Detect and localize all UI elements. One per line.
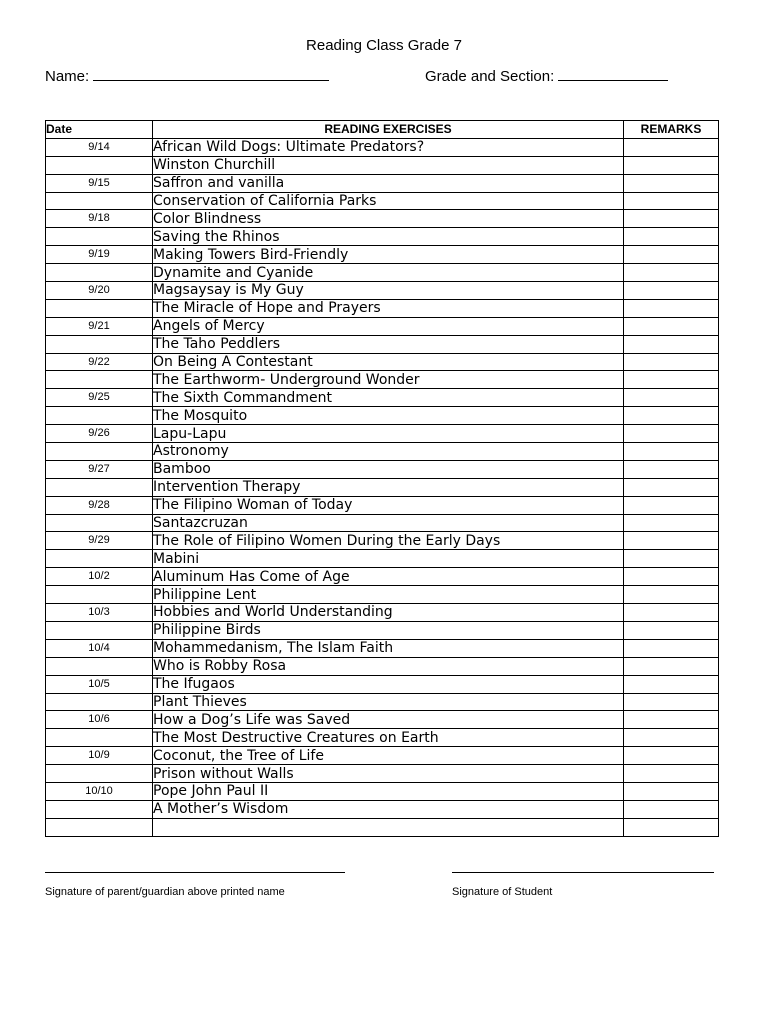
- exercise-cell: Conservation of California Parks: [153, 192, 624, 210]
- table-row: [46, 138, 719, 156]
- table-row: [46, 568, 719, 586]
- exercise-cell: Mabini: [153, 550, 624, 568]
- remarks-cell[interactable]: [624, 747, 719, 765]
- date-cell: 10/6: [46, 711, 153, 729]
- table-row: [46, 800, 719, 818]
- table-row: [46, 782, 719, 800]
- date-cell: 10/3: [46, 604, 153, 622]
- exercise-cell: A Mother’s Wisdom: [153, 800, 624, 818]
- exercise-cell: Pope John Paul II: [153, 782, 624, 800]
- remarks-cell[interactable]: [624, 765, 719, 783]
- date-cell: [46, 729, 153, 747]
- remarks-cell[interactable]: [624, 407, 719, 425]
- table-row: [46, 389, 719, 407]
- remarks-cell[interactable]: [624, 675, 719, 693]
- remarks-cell[interactable]: [624, 800, 719, 818]
- date-cell: 10/4: [46, 639, 153, 657]
- column-header-remarks: REMARKS: [624, 121, 719, 139]
- exercise-cell: Prison without Walls: [153, 765, 624, 783]
- exercise-cell: Coconut, the Tree of Life: [153, 747, 624, 765]
- date-cell: 9/15: [46, 174, 153, 192]
- remarks-cell[interactable]: [624, 425, 719, 443]
- table-row: [46, 818, 719, 836]
- exercise-cell: Winston Churchill: [153, 156, 624, 174]
- remarks-cell[interactable]: [624, 532, 719, 550]
- exercise-cell: Intervention Therapy: [153, 478, 624, 496]
- table-row: [46, 156, 719, 174]
- remarks-cell[interactable]: [624, 299, 719, 317]
- remarks-cell[interactable]: [624, 478, 719, 496]
- exercise-cell: The Filipino Woman of Today: [153, 496, 624, 514]
- date-cell: [46, 299, 153, 317]
- exercise-cell: Saffron and vanilla: [153, 174, 624, 192]
- table-row: [46, 228, 719, 246]
- grade-section-label: Grade and Section:: [425, 68, 555, 85]
- table-row: [46, 711, 719, 729]
- date-cell: 9/19: [46, 246, 153, 264]
- remarks-cell[interactable]: [624, 657, 719, 675]
- remarks-cell[interactable]: [624, 264, 719, 282]
- date-cell: [46, 478, 153, 496]
- table-row: [46, 335, 719, 353]
- table-row: [46, 443, 719, 461]
- exercise-cell: The Ifugaos: [153, 675, 624, 693]
- remarks-cell[interactable]: [624, 514, 719, 532]
- date-cell: [46, 335, 153, 353]
- remarks-cell[interactable]: [624, 693, 719, 711]
- exercise-cell: Who is Robby Rosa: [153, 657, 624, 675]
- table-row: [46, 371, 719, 389]
- date-cell: [46, 800, 153, 818]
- exercise-cell: [153, 818, 624, 836]
- table-row: [46, 729, 719, 747]
- table-row: [46, 639, 719, 657]
- date-cell: 9/22: [46, 353, 153, 371]
- remarks-cell[interactable]: [624, 782, 719, 800]
- remarks-cell[interactable]: [624, 228, 719, 246]
- exercise-cell: Saving the Rhinos: [153, 228, 624, 246]
- remarks-cell[interactable]: [624, 371, 719, 389]
- exercise-cell: Plant Thieves: [153, 693, 624, 711]
- table-row: [46, 460, 719, 478]
- exercise-cell: Hobbies and World Understanding: [153, 604, 624, 622]
- grade-section-field: [425, 66, 668, 85]
- date-cell: 9/25: [46, 389, 153, 407]
- date-cell: 10/5: [46, 675, 153, 693]
- exercise-cell: Color Blindness: [153, 210, 624, 228]
- column-header-reading-exercises: READING EXERCISES: [153, 121, 624, 139]
- remarks-cell[interactable]: [624, 317, 719, 335]
- exercise-cell: The Earthworm- Underground Wonder: [153, 371, 624, 389]
- remarks-cell[interactable]: [624, 192, 719, 210]
- date-cell: 9/14: [46, 138, 153, 156]
- date-cell: 9/18: [46, 210, 153, 228]
- date-cell: 9/20: [46, 282, 153, 300]
- date-cell: [46, 765, 153, 783]
- exercise-cell: The Taho Peddlers: [153, 335, 624, 353]
- table-row: [46, 693, 719, 711]
- date-cell: 10/10: [46, 782, 153, 800]
- table-row: [46, 496, 719, 514]
- remarks-cell[interactable]: [624, 335, 719, 353]
- table-body: [46, 138, 719, 836]
- date-cell: 9/21: [46, 317, 153, 335]
- remarks-cell[interactable]: [624, 246, 719, 264]
- remarks-cell[interactable]: [624, 496, 719, 514]
- remarks-cell[interactable]: [624, 389, 719, 407]
- date-cell: [46, 550, 153, 568]
- table-row: [46, 586, 719, 604]
- date-cell: [46, 586, 153, 604]
- table-row: [46, 282, 719, 300]
- student-signature-label: Signature of Student: [452, 886, 553, 898]
- table-row: [46, 675, 719, 693]
- exercise-cell: On Being A Contestant: [153, 353, 624, 371]
- exercise-cell: Mohammedanism, The Islam Faith: [153, 639, 624, 657]
- exercise-cell: The Miracle of Hope and Prayers: [153, 299, 624, 317]
- remarks-cell[interactable]: [624, 568, 719, 586]
- table-row: [46, 604, 719, 622]
- date-cell: [46, 156, 153, 174]
- table-row: [46, 478, 719, 496]
- date-cell: [46, 693, 153, 711]
- exercise-cell: Angels of Mercy: [153, 317, 624, 335]
- remarks-cell[interactable]: [624, 210, 719, 228]
- table-row: [46, 621, 719, 639]
- exercise-cell: Bamboo: [153, 460, 624, 478]
- remarks-cell[interactable]: [624, 639, 719, 657]
- date-cell: [46, 818, 153, 836]
- date-cell: 9/29: [46, 532, 153, 550]
- table-header-row: [46, 121, 719, 139]
- grade-section-blank-line[interactable]: [558, 66, 668, 81]
- date-cell: [46, 371, 153, 389]
- date-cell: [46, 514, 153, 532]
- table-row: [46, 264, 719, 282]
- table-row: [46, 299, 719, 317]
- remarks-cell[interactable]: [624, 460, 719, 478]
- exercise-cell: Astronomy: [153, 443, 624, 461]
- remarks-cell[interactable]: [624, 729, 719, 747]
- remarks-cell[interactable]: [624, 818, 719, 836]
- exercise-cell: Dynamite and Cyanide: [153, 264, 624, 282]
- name-label: Name:: [45, 68, 90, 85]
- name-blank-line[interactable]: [93, 66, 329, 81]
- date-cell: [46, 443, 153, 461]
- remarks-cell[interactable]: [624, 586, 719, 604]
- table-row: [46, 532, 719, 550]
- table-row: [46, 174, 719, 192]
- table-row: [46, 192, 719, 210]
- date-cell: 9/26: [46, 425, 153, 443]
- table-row: [46, 550, 719, 568]
- table-row: [46, 353, 719, 371]
- exercise-cell: Lapu-Lapu: [153, 425, 624, 443]
- exercise-cell: Magsaysay is My Guy: [153, 282, 624, 300]
- remarks-cell[interactable]: [624, 604, 719, 622]
- table-row: [46, 765, 719, 783]
- date-cell: [46, 407, 153, 425]
- date-cell: [46, 228, 153, 246]
- date-cell: [46, 192, 153, 210]
- date-cell: 10/9: [46, 747, 153, 765]
- exercise-cell: Santazcruzan: [153, 514, 624, 532]
- exercise-cell: The Mosquito: [153, 407, 624, 425]
- exercise-cell: Philippine Birds: [153, 621, 624, 639]
- name-field: [45, 66, 329, 85]
- date-cell: [46, 657, 153, 675]
- parent-signature-line[interactable]: [45, 872, 345, 873]
- date-cell: 9/27: [46, 460, 153, 478]
- page-title: Reading Class Grade 7: [306, 37, 462, 54]
- remarks-cell[interactable]: [624, 174, 719, 192]
- exercise-cell: How a Dog’s Life was Saved: [153, 711, 624, 729]
- student-signature-line[interactable]: [452, 872, 714, 873]
- table-row: [46, 407, 719, 425]
- table-row: [46, 317, 719, 335]
- table-row: [46, 425, 719, 443]
- exercise-cell: African Wild Dogs: Ultimate Predators?: [153, 138, 624, 156]
- date-cell: 9/28: [46, 496, 153, 514]
- exercise-cell: Making Towers Bird-Friendly: [153, 246, 624, 264]
- table-row: [46, 210, 719, 228]
- exercise-cell: The Most Destructive Creatures on Earth: [153, 729, 624, 747]
- remarks-cell[interactable]: [624, 443, 719, 461]
- table-row: [46, 657, 719, 675]
- table-row: [46, 246, 719, 264]
- exercise-cell: The Sixth Commandment: [153, 389, 624, 407]
- exercise-cell: Aluminum Has Come of Age: [153, 568, 624, 586]
- exercise-cell: Philippine Lent: [153, 586, 624, 604]
- table-row: [46, 747, 719, 765]
- remarks-cell[interactable]: [624, 621, 719, 639]
- parent-signature-label: Signature of parent/guardian above printed name: [45, 886, 285, 898]
- remarks-cell[interactable]: [624, 711, 719, 729]
- reading-exercises-table: [45, 120, 719, 837]
- remarks-cell[interactable]: [624, 353, 719, 371]
- remarks-cell[interactable]: [624, 282, 719, 300]
- remarks-cell[interactable]: [624, 550, 719, 568]
- date-cell: 10/2: [46, 568, 153, 586]
- remarks-cell[interactable]: [624, 138, 719, 156]
- remarks-cell[interactable]: [624, 156, 719, 174]
- exercise-cell: The Role of Filipino Women During the Early Days: [153, 532, 624, 550]
- date-cell: [46, 264, 153, 282]
- table-row: [46, 514, 719, 532]
- date-cell: [46, 621, 153, 639]
- column-header-date: Date: [46, 121, 153, 139]
